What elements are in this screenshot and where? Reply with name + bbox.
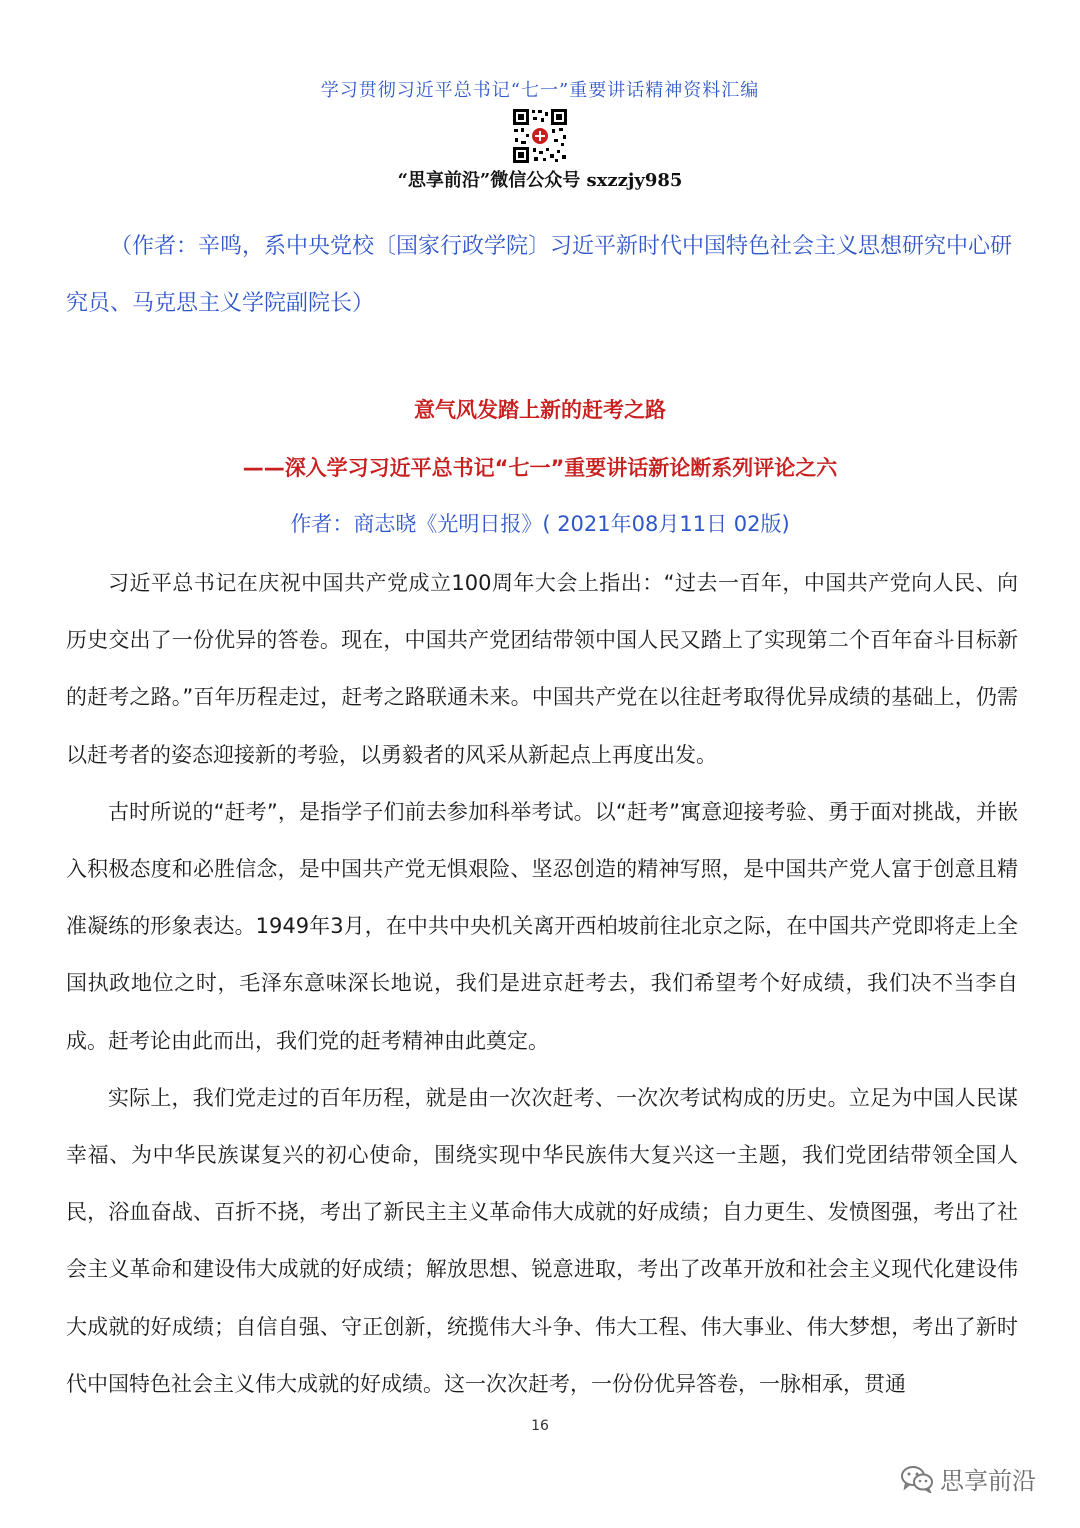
author-note: （作者：辛鸣，系中央党校〔国家行政学院〕习近平新时代中国特色社会主义思想研究中心研究员、马克思主义学院副院长） [66,234,1013,316]
qr-code-icon [512,108,568,164]
document-header-title: 学习贯彻习近平总书记“七一”重要讲话精神资料汇编 [320,80,760,101]
article-title: 意气风发踏上新的赶考之路 [414,398,666,422]
watermark [900,1461,1036,1496]
page-number: 16 [531,1418,549,1434]
watermark-text: 思享前沿 [940,1467,1036,1495]
wechat-icon [900,1465,934,1493]
body-paragraph: 习近平总书记在庆祝中国共产党成立100周年大会上指出：“过去一百年，中国共产党向人民、向历史交出了一份优异的答卷。现在，中国共产党团结带领中国人民又踏上了实现第二个百年奋斗目标新的赶考之路。”百年历程走过，赶考之路联通未来。中国共产党在以往赶考取得优异成绩的基础上，仍需以赶考者的姿态迎接新的考验，以勇毅者的风采从新起点上再度出发。 [66,571,1018,767]
article-subtitle: ——深入学习习近平总书记“七一”重要讲话新论断系列评论之六 [242,456,838,480]
article-byline: 作者：商志晓《光明日报》( 2021年08月11日 02版) [290,512,790,536]
wechat-account-line: “思享前沿”微信公众号 sxzzjy985 [397,170,683,191]
article-body [66,555,1018,1413]
body-paragraph: 实际上，我们党走过的百年历程，就是由一次次赶考、一次次考试构成的历史。立足为中国人民谋幸福、为中华民族谋复兴的初心使命，围绕实现中华民族伟大复兴这一主题，我们党团结带领全国人民，浴血奋战、百折不挠，考出了新民主主义革命伟大成就的好成绩；自力更生、发愤图强，考出了社会主义革命和建设伟大成就的好成绩；解放思想、锐意进取，考出了改革开放和社会主义现代化建设伟大成就的好成绩；自信自强、守正创新，统揽伟大斗争、伟大工程、伟大事业、伟大梦想，考出了新时代中国特色社会主义伟大成就的好成绩。这一次次赶考，一份份优异答卷，一脉相承，贯通 [66,1085,1018,1396]
body-paragraph: 古时所说的“赶考”，是指学子们前去参加科举考试。以“赶考”寓意迎接考验、勇于面对挑战，并嵌入积极态度和必胜信念，是中国共产党无惧艰险、坚忍创造的精神写照，是中国共产党人富于创意且精准凝练的形象表达。1949年3月，在中共中央机关离开西柏坡前往北京之际，在中国共产党即将走上全国执政地位之时，毛泽东意味深长地说，我们是进京赶考去，我们希望考个好成绩，我们决不当李自成。赶考论由此而出，我们党的赶考精神由此奠定。 [66,799,1018,1053]
